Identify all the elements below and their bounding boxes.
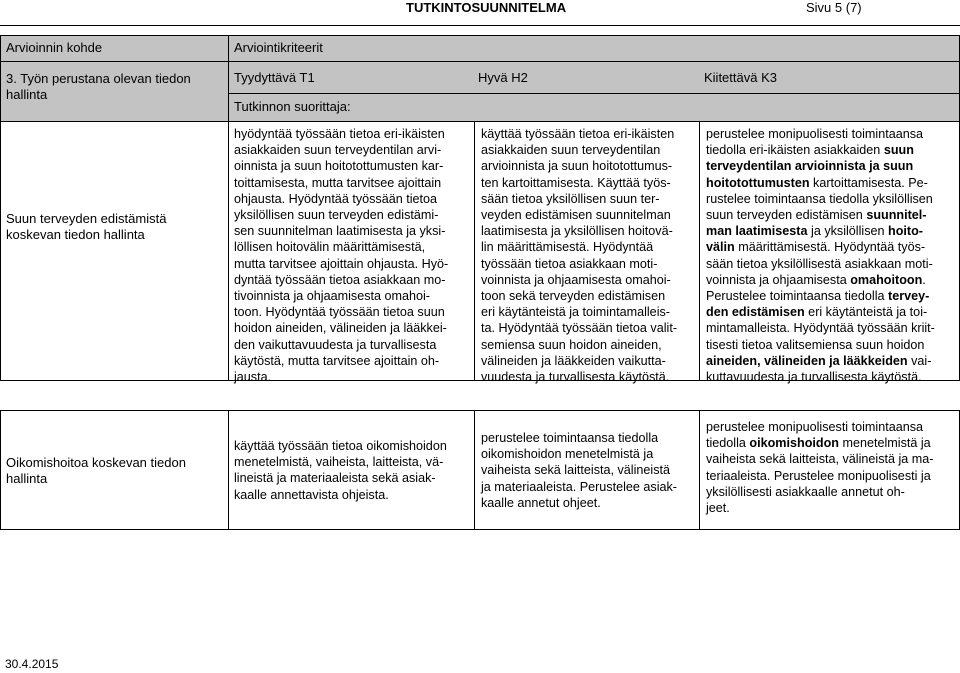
row1-k3-text: määrittämisestä. Hyödyntää työs-	[734, 240, 926, 255]
row1-k3-bold-text: omahoitoon	[850, 272, 923, 287]
row1-k3-text: Perustelee toimintaansa tiedolla	[706, 289, 889, 304]
row1-t1-text: hyödyntää työssään tietoa eri-ikäisten asiakkaiden suun terveydentilan arvi- oinnista ja suun hoitotottumusten kar- toittamisesta, mutta tarvitsee ajoittain ohjausta. Hyödyntää työssään tietoa yksilöllisen suun terveyden edistämi- sen suunnitelman laatimisesta ja yksi- löllisen hoitovälin määrittämisestä, mutta tarvitsee ajoittain ohjausta. Hyö- dyntää työssään tietoa asiakkaan mo- tivoinnista ja ohjaamisesta omahoi- toon. Hyödyntää työssään tietoa suun hoidon aineiden, välineiden ja lääkkei- den vaikuttavuudesta ja turvallisesta käytöstä, mutta tarvitsee ajoittain oh- jausta.	[234, 127, 449, 385]
row1-k3-bold-text: man laatimisesta	[706, 224, 808, 239]
row1-k3-line	[706, 158, 935, 174]
row2-k3-text: yksilöllisesti asiakkaalle annetut oh-	[706, 484, 905, 499]
footer-date: 30.4.2015	[5, 657, 59, 671]
row2-k3-line	[706, 419, 934, 435]
row1-k3-bold-text: terveydentilan arvioinnista ja suun	[706, 159, 914, 174]
row1-k3-text: tisesti tietoa valitsemiensa suun hoidon	[706, 337, 925, 352]
row1-k3-line	[706, 353, 935, 369]
row1-k3-text: rustelee toimintaansa tiedolla yksilöllisen	[706, 191, 933, 206]
row2-h2-text: perustelee toimintaansa tiedolla oikomishoidon menetelmistä ja vaiheista sekä laitteista, välineistä ja materiaaleista. Perustelee asiak- kaalle annetut ohjeet.	[481, 431, 677, 510]
row1-k3-line	[706, 256, 935, 272]
row2-label: Oikomishoitoa koskevan tiedon hallinta	[6, 455, 186, 487]
row2-k3-line	[706, 435, 934, 451]
row1-k3-line	[706, 288, 935, 304]
row1-k3-text: .	[922, 272, 926, 287]
row1-h2-text: käyttää työssään tietoa eri-ikäisten asiakkaiden suun terveydentilan arvioinnista ja suun hoitotottumus- ten kartoittamisesta. Käyttää työs- sään tietoa yksilöllisen suun ter- veyden edistämisen suunnitelman laatimisesta ja yksilöllisen hoitovä- lin määrittämisestä. Hyödyntää työssään tietoa asiakkaan moti- voinnista ja ohjaamisesta omahoi- toon sekä terveyden edistämisen eri käytänteistä ja toimintamalleis- ta. Hyödyntää työssään tietoa valit- semiensa suun hoidon aineiden, välineiden ja lääkkeiden vaikutta- vuudesta ja turvallisesta käytöstä.	[481, 127, 678, 385]
row2-k3-line	[706, 484, 934, 500]
row2-k3-text: tiedolla	[706, 436, 750, 451]
row1-k3-text: ja yksilöllisen	[807, 224, 889, 239]
row1-k3-line	[706, 191, 935, 207]
row1-k3-line	[706, 369, 935, 385]
row2-k3-text	[706, 419, 934, 516]
levels-cell	[228, 61, 960, 94]
row1-k3-bold-text: välin	[706, 240, 735, 255]
row1-k3-line	[706, 142, 935, 158]
header-cell-criteria	[228, 35, 960, 62]
row1-k3-text: perustelee monipuolisesti toimintaansa	[706, 127, 924, 141]
section-title: 3. Työn perustana olevan tiedon hallinta	[6, 71, 191, 103]
level-t1: Tyydyttävä T1	[234, 70, 315, 85]
row1-k3-text: kuttavuudesta ja turvallisesta käytöstä.	[706, 370, 922, 385]
row1-k3-line	[706, 320, 935, 336]
row1-k3-text: sään tietoa yksilöllisestä asiakkaan moti-	[706, 256, 933, 271]
row1-k3-line	[706, 239, 935, 255]
row1-k3-bold-text: aineiden, välineiden ja lääkkeiden	[706, 353, 908, 368]
row2-k3-text: teriaaleista. Perustelee monipuolisesti ja	[706, 468, 931, 483]
row2-k3-line	[706, 468, 934, 484]
document-title: TUTKINTOSUUNNITELMA	[406, 0, 567, 15]
level-h2: Hyvä H2	[478, 70, 528, 85]
row1-k3-text: voinnista ja ohjaamisesta	[706, 272, 851, 287]
row1-k3-text: kartoittamisesta. Pe-	[809, 175, 928, 190]
row1-k3-line	[706, 337, 935, 353]
row1-k3-text: mintamalleista. Hyödyntää työssään kriit-	[706, 321, 935, 336]
row1-k3-line	[706, 272, 935, 288]
row2-k3-line	[706, 500, 934, 516]
row1-label: Suun terveyden edistämistä koskevan tiedon hallinta	[6, 211, 167, 243]
row1-k3-bold-text: hoito-	[888, 224, 923, 239]
row2-k3-text: jeet.	[706, 501, 730, 516]
row1-k3-bold-text: hoitotottumusten	[706, 175, 810, 190]
column-header-target: Arvioinnin kohde	[6, 40, 103, 55]
level-k3: Kiitettävä K3	[704, 70, 777, 85]
row1-k3-line	[706, 207, 935, 223]
row1-k3-line	[706, 304, 935, 320]
row1-k3-text	[706, 126, 935, 385]
row1-k3-line	[706, 223, 935, 239]
row1-k3-bold-text: suunnitel-	[866, 208, 927, 223]
page-number: Sivu 5 (7)	[806, 0, 862, 15]
row2-k3-text: menetelmistä ja	[838, 436, 931, 451]
row2-k3-text: perustelee monipuolisesti toimintaansa	[706, 420, 924, 434]
row1-k3-bold-text: tervey-	[888, 289, 930, 304]
row2-k3-text: vaiheista sekä laitteista, välineistä ja ma-	[706, 452, 934, 467]
row1-k3-text: vai-	[907, 353, 932, 368]
row2-k3-line	[706, 451, 934, 467]
column-header-criteria: Arviointikriteerit	[234, 40, 323, 55]
row2-t1-text: käyttää työssään tietoa oikomishoidon menetelmistä, vaiheista, laitteista, vä- lineistä ja materiaaleista sekä asiak- kaalle annettavista ohjeista.	[234, 439, 447, 502]
row1-label-cell	[0, 121, 229, 381]
row1-k3-bold-text: den edistämisen	[706, 305, 805, 320]
subheader-performer: Tutkinnon suorittaja:	[234, 99, 351, 114]
row1-k3-text: suun terveyden edistämisen	[706, 208, 867, 223]
row1-k3-line	[706, 175, 935, 191]
row1-k3-bold-text: suun	[883, 143, 914, 158]
row1-k3-line	[706, 126, 935, 142]
row1-k3-text: tiedolla eri-ikäisten asiakkaiden	[706, 143, 884, 158]
row2-k3-bold-text: oikomishoidon	[749, 436, 839, 451]
header-divider	[0, 25, 960, 26]
row1-k3-text: eri käytänteistä ja toi-	[804, 305, 928, 320]
